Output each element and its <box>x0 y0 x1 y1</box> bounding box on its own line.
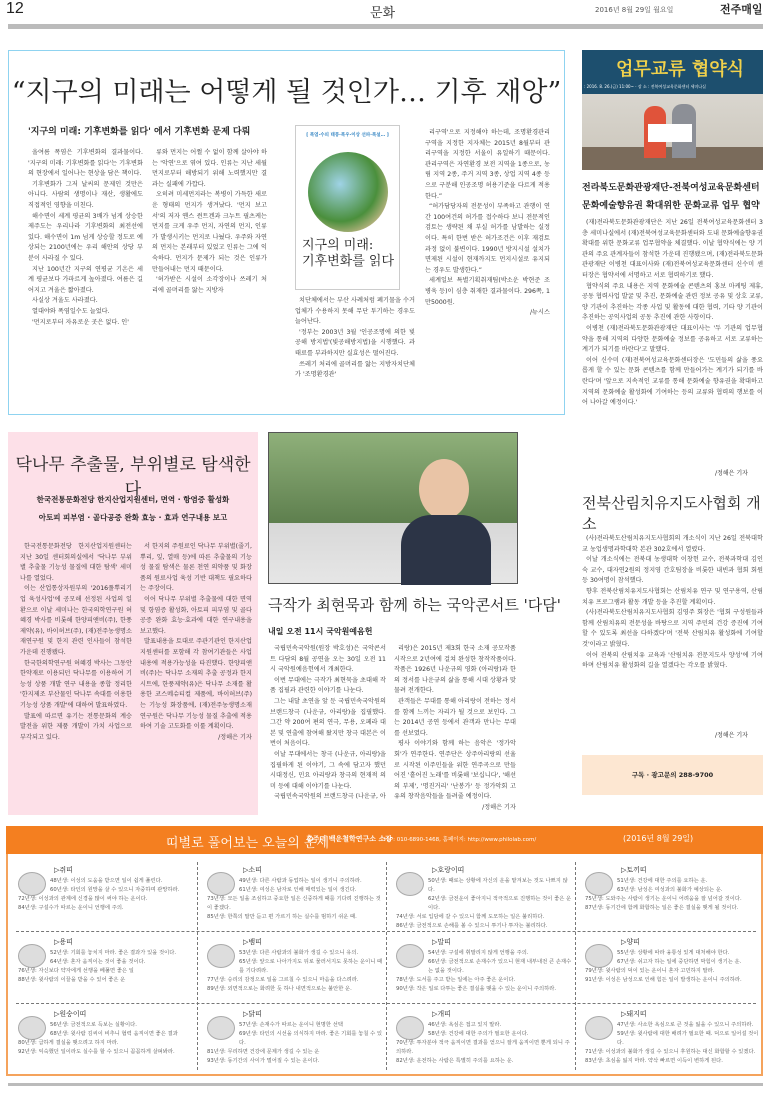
paragraph: 치단체에서는 부산 사례처럼 폐기물을 수거 업체가 수용하지 못해 무단 투기하는 경우도 늘어난다. <box>295 297 415 326</box>
book-title: 지구의 미래: 기후변화를 읽다 <box>302 238 395 269</box>
fortune-sign <box>388 934 577 1008</box>
paper-headline: 닥나무 추출물, 부위별로 탐색한다 <box>15 455 251 500</box>
paragraph: 이어 신수미 (재)전북여성교육문화센터장은 '도민들의 삶을 풍요롭게 할 수 있는 문화 콘텐츠를 함께 만들어가는 계기가 되기를 바란다'며 '앞으로 지속적인 교류를 통해 문화예술 향유권을 확대하고 지역의 문화예술 활성화에 기여하는 등의 교류와 협력의 행보를 이어 나아갈 예정이다.' <box>582 356 763 407</box>
mou-headline-1: 전라북도문화관광재단-전북여성교육문화센터 <box>582 183 760 193</box>
fortune-line: 70년생: 투자분야 적극 움직이면 결과를 얻으니 잘게 움직이면 뿐게 되니 주의하라. <box>396 1040 570 1055</box>
sign-lines <box>585 877 762 913</box>
climate-subtitle: '지구의 미래: 기후변화를 읽다' 에서 기후변화 문제 다뤄 <box>28 127 251 137</box>
paragraph: 오히려 미세먼지라는 복병이 가득한 새로운 형태의 먼지가 생겨났다. '먼지 보고서'의 저자 옌스 쥔트겐과 크누트 필츠케는 먼지를 크게 우주 먼지, 자연의 먼지, 인류가 발생시키는 먼지로 나눴다. 우주와 자연의 먼지는 본래부터 있었고 인류는 그에 익숙하다. 먼지가 문제가 되는 것은 인류가 만들어내는 먼지 때문이다. <box>152 191 267 273</box>
forest-byline: /정해은 기자 <box>715 732 748 739</box>
concert-col-2 <box>394 644 516 814</box>
paragraph: '정부는 2003년 3월 '인공조명에 의한 빛공해 방지법'(빛공해방지법)을 시행했다. 과태료를 부과하지만 실효성은 떨어진다. <box>295 328 415 357</box>
fortune-sign <box>199 934 388 1008</box>
fortune-line: 93년생: 동기간의 사이가 멀어질 수 있는 운이다. <box>207 1058 320 1064</box>
book-tag: [ 폭염·수피 태풍·폭우·이상 선파·폭설… ] <box>306 133 389 138</box>
fortune-line: 89년생: 외면적으로는 화려한 듯 하나 내면적으로는 불안한 운. <box>207 986 352 992</box>
paragraph: 이날 무대에서는 창극 (나운규, 아리랑)을 집필하게 된 이야기, 그 속에 담고자 했던 시대정신, 민요 아리랑과 창극의 현재적 의미 등에 대해 이야기를 나눈다. <box>270 750 386 790</box>
fortune-line: 76년생: 자신보다 약자에게 선행을 베풀면 좋은 일 <box>18 968 134 974</box>
paragraph: (사)전라북도산림치유지도사협회 김영주 회장은 '협회 구성원들과 함께 산림치유의 전문성을 바탕으로 지역 주민의 건강 증진에 기여할 수 있도록 최선을 다하겠다'며 '전북 산림치유 활성화에 기여할 것'이라고 밝혔다. <box>582 609 763 648</box>
mou-headline-2: 문화예술향유권 확대위한 문화교류 업무 협약 <box>582 201 760 211</box>
fortune-line: 73년생: 모든 일을 조심하고 중요한 일은 신중하게 때를 기다려 진행하는 것이 좋겠다. <box>207 896 381 911</box>
sign-name: ▷개띠 <box>432 1010 451 1018</box>
header-rule <box>8 24 763 29</box>
fortune-line: 69년생: 타인의 시선을 의식하지 마라. 좋은 기회를 놓칠 수 있다. <box>239 1031 383 1046</box>
paragraph: /뉴시스 <box>529 309 550 317</box>
sign-name: ▷토끼띠 <box>621 866 647 874</box>
fortune-line: 52년생: 기회를 놓치지 마라. 좋은 결과가 있을 것이다. <box>50 950 177 956</box>
forest-headline: 전북산림치유지도사협회 개소 <box>582 494 761 533</box>
sign-name: ▷소띠 <box>243 866 262 874</box>
fortune-line: 63년생: 남성은 여성과의 불화가 예상되는 운. <box>617 887 723 893</box>
concert-headline: 극작가 최현묵과 함께 하는 국악콘서트 '다담' <box>268 596 561 614</box>
paragraph: 향후 전북산림치유지도사협회는 산림치유 연구 및 연구용역, 산림치유 프로그램과 활동 개발 등을 추진할 계획이다. <box>582 587 763 606</box>
paragraph: 사실상 겨울도 사라졌다. <box>32 297 98 305</box>
paragraph: 올여름 폭염은 기후변화의 결과물이다. '지구의 미래: 기후변화를 읽다'는 기후변화의 현장에서 일어나는 현상을 담은 책이다. <box>28 149 143 178</box>
fortune-line: 50년생: 때로는 상황에 자신의 운을 맡겨보는 것도 나쁘지 않다. <box>428 878 568 893</box>
fortune-line: 77년생: 승리의 감정으로 일을 그르칠 수 있으니 마음을 다스려라. <box>207 977 359 983</box>
grid-divider <box>16 1003 756 1004</box>
sign-lines <box>207 877 384 922</box>
fortune-line: 84년생: 구설수가 따르는 운이니 언행에 주의. <box>18 905 124 911</box>
fortune-line: 60년생: 타인의 원망을 살 수 있으니 자중하며 관망하라. <box>50 887 180 893</box>
fortune-sign <box>199 862 388 936</box>
fortune-line: 81년생: 무리하면 건강에 문제가 생길 수 있는 운 <box>207 1049 320 1055</box>
fortune-line: 80년생: 급하게 결실을 맺으려고 하지 마라. <box>18 1040 119 1046</box>
grid-divider <box>386 862 387 1070</box>
fortune-line: 85년생: 한쪽의 말만 듣고 편 가르기 하는 실수를 범하기 쉬운 때. <box>207 914 357 920</box>
fortune-sign <box>388 862 577 936</box>
paragraph: 그는 내달 초연을 앞 둔 국립민속국악원의 브랜드창극 (나운규, 아리랑)을 집필했다. 그간 약 200여 편의 연극, 무용, 오페라 대본 및 연출에 참여해 왔지만 창극 대본은 이번이 처음이다. <box>270 697 386 748</box>
page-number: 12 <box>6 0 24 17</box>
sign-lines <box>18 949 195 985</box>
fortune-line: 49년생: 다른 사람과 동업하는 일이 생기니 주의하라. <box>239 878 362 884</box>
fortune-sign <box>199 1006 388 1080</box>
sign-lines <box>396 949 573 994</box>
sign-name: ▷뱀띠 <box>243 938 262 946</box>
fortune-line: 65년생: 앞으로 나아가지도 뒤로 물러서지도 못하는 운이니 때를 기다려라. <box>239 959 383 974</box>
sign-name: ▷돼지띠 <box>621 1010 647 1018</box>
sign-name: ▷원숭이띠 <box>54 1010 87 1018</box>
fortune-line: 68년생: 윗사람 김씨이 비추니 협력 움직이면 좋은 결과 <box>50 1031 178 1037</box>
fortune-line: 59년생: 윗사람에 대한 배려가 필요한 때. 덕으로 일어설 것이다. <box>617 1031 759 1046</box>
sign-lines <box>207 1021 384 1066</box>
paragraph: 류와 먼지는 어쩔 수 없이 함께 살아야 하는 '악연'으로 엮여 있다. 인류는 지난 세월 먼지로부터 해방되기 위해 노력했지만 결과는 실패에 가깝다. <box>152 149 267 188</box>
paragraph: 국립민속국악원의 브랜드창극 (나운규, 아 <box>274 793 386 801</box>
sign-lines <box>18 1021 195 1057</box>
paper-subtitle-2: 아토피 피부염 · 골다공증 완화 효능 · 효과 연구내용 보고 <box>38 513 228 522</box>
paragraph: 리랑)은 2015년 제3회 한국 소재 공모작품 시작으로 2년여에 걸쳐 완성한 창작작품이다. 작품은 1926년 나운규의 영화 (아리랑)과 한의 정서를 나운규의 삶을 통해 시대 상황과 맞물려 전개한다. <box>394 645 516 695</box>
climate-col-1 <box>28 148 143 406</box>
paragraph: /정해은 기자 <box>482 803 516 811</box>
paragraph: 서 한지의 주원료인 닥나무 부위별(줄기, 뿌리, 잎, 열매 등)에 따른 추출물의 기능성 물질 탐색은 물론 천연 의약품 및 화장품의 원료사업 육성 기반 대책도 필요하다는 주장이다. <box>140 543 252 593</box>
paragraph: 해수면이 세계 평균의 3배가 넘게 상승한 제주도는 우리나라 기후변화의 최전선에 있다. 해수면이 1m 넘게 상승할 정도로 예상되는 2100년에는 우리 해안의 상당 부분이 사라질 수 있다. <box>28 212 143 262</box>
fortune-line: 47년생: 사소한 욕심으로 큰 것을 잃을 수 있으니 주의하라. <box>617 1022 754 1028</box>
sign-lines <box>585 949 762 985</box>
paragraph: 한국한의학연구원 허혜경 박사는 그동안 한약재로 이용되던 닥나무를 이용하여 기능성 상품 개발 연구 내용을 종합 정리한 '한지제조 부산물인 닥나무 속대를 이용한 기능성 상품 개발'에 대하여 발표하였다. <box>20 659 132 709</box>
fortune-line: 78년생: 도서를 주고 받는 일에는 아주 좋은 운이다. <box>396 977 516 983</box>
grid-divider <box>575 862 576 1070</box>
mou-body <box>582 218 763 450</box>
fortune-line: 87년생: 동기간에 함께 화합하는 일은 좋은 결실을 맺게 될 것이다. <box>585 905 739 911</box>
fortune-line: 75년생: 도와주는 사람이 생기는 운이니 어려움을 잘 넘어갈 것이다. <box>585 896 742 902</box>
paragraph: (재)전라북도문화관광재단은 지난 26일 전북여성교육문화센터 3층 세미나실에서 (재)전북여성교육문화센터와 도내 문화예술향유권 확대를 위한 문화교류 업무협약을 체결했다. 이날 협약식에는 양 기관의 주요 관계자들이 참석한 가운데 진행됐으며, (재)전라북도문화관광재단 이병천 대표이사와 (재)전북여성교육문화센터 신수미 센터장은 협약서에 서명하고 서로 협력하기로 했다. <box>582 219 763 279</box>
paragraph: 이는 산업통상자원부의 '2016풀뿌리기업 육성사업'에 공모해 선정된 사업의 일환으로 이날 세미나는 한국의학연구원 허혜경 박사를 비롯해 한양피앤비(주), 한풍제약(유), 바이허브(주), (재)전주농생명소재연구원 및 한지 관련 인사들이 참석한 가운데 진행됐다. <box>20 585 132 656</box>
paper-subtitle-1: 한국전통문화전당 한지산업지원센터, 면역 · 항염증 활성화 <box>36 495 230 504</box>
sign-name: ▷닭띠 <box>243 1010 262 1018</box>
paragraph: 평사 이야기와 함께 하는 음악은 '정가악회'가 연주한다. 연주단은 상주아리랑의 선율로 시작된 이주민들을 위한 연주곡으로 만들어진 '흩어진 노래'를 비롯해 '보십니다', '해선의 부제', '명진거리' '난봉가' 등 정가악회 고유의 창작음악들을 들려줄 예정이다. <box>394 740 516 801</box>
forest-body <box>582 534 763 730</box>
paragraph: 관객들은 무대를 통해 아리랑이 전하는 정서를 함께 느끼는 자리가 될 것으로 보인다. 그는 2014년 공연 등에서 관객과 만나는 무대를 선보였다. <box>394 697 516 737</box>
fortune-date: (2016년 8월 29일) <box>623 834 694 843</box>
sign-lines <box>396 1021 573 1066</box>
fortune-line: 82년생: 운전하는 사람은 특별히 주의를 요하는 운. <box>396 1058 514 1064</box>
paragraph: 발표에 따르면 유기는 전통문화의 계승 발전을 위한 제품 개발이 가치 사업으로 부각되고 있다. <box>20 712 132 741</box>
paragraph: /정해은 기자 <box>218 733 252 741</box>
playwright-photo <box>268 432 518 584</box>
fortune-sign <box>577 934 766 1008</box>
fortune-contact: H.P: 010-6890-1468, 홈페이지: http://www.philolab.com/ <box>384 837 537 843</box>
paragraph: '허가받은 시설이 소각장이나 쓰레기 처리에 골머리를 앓는 지방자 <box>152 276 267 294</box>
paragraph: 이어 전북의 산림치유 교육과 '산림치유 전문지도사 양성'에 기여하며 산림치유 활성화의 길을 열겠다는 각오를 밝혔다. <box>582 651 763 670</box>
fortune-line: 79년생: 윗사람의 덕이 있는 운이니 혼자 고민하지 말라. <box>585 968 715 974</box>
fortune-header <box>6 826 763 854</box>
fortune-line: 92년생: 익숙했던 일이라도 실수를 할 수 있으니 꼼꼼하게 살펴봐라. <box>18 1049 175 1055</box>
sign-name: ▷양띠 <box>621 938 640 946</box>
fortune-sign <box>10 862 199 936</box>
paragraph: 이병천 (재)전라북도문화관광재단 대표이사는 '두 기관의 업무협약을 통해 지역의 다양한 문화예술 정보를 공유하고 서로 교류하는 계기가 되기를 바란다'고 말했다. <box>582 324 763 354</box>
sign-name: ▷쥐띠 <box>54 866 73 874</box>
fortune-sign <box>10 934 199 1008</box>
fortune-line: 61년생: 여성은 남자로 인해 매력있는 일이 생긴다. <box>239 887 357 893</box>
climate-col-4 <box>425 128 550 406</box>
fortune-sign <box>577 1006 766 1080</box>
fortune-line: 48년생: 이성의 도움을 받으면 일이 쉽게 풀린다. <box>50 878 163 884</box>
concert-subtitle: 내일 오전 11시 국악원예음헌 <box>268 627 373 636</box>
issue-date: 2016년 8월 29일 월요일 <box>595 6 674 14</box>
fortune-line: 88년생: 윗사람의 이끌을 받을 수 있어 좋은 운 <box>18 977 126 983</box>
paragraph: 세계일보 특별기획취재팀(박소운 박현준 조병욱 등)이 심층 취재한 결과물이다. 296쪽, 1만5000원. <box>425 277 550 306</box>
paragraph: 이날 개소식에는 전북대 농생대학 이창헌 교수, 전북과학대 김인숙 교수, 대자연2원의 정지영 간호팀장을 비롯한 내빈과 협회 회원 등 30여명이 참석했다. <box>582 556 763 585</box>
paragraph: 기후변화가 그저 날씨의 문제인 것만은 아니다. 사람의 생명이나 재산, 생활에도 직접적인 영향을 미친다. <box>28 180 143 209</box>
fortune-line: 91년생: 이성은 남성으로 인해 힘든 일이 발생하는 운이니 주의하라. <box>585 977 742 983</box>
fortune-line: 83년생: 초심을 잃지 마라. 약삭 빠르면 이득이 변하게 된다. <box>585 1058 723 1064</box>
fortune-line: 66년생: 금전적으로 손재수가 있으니 현재 내부내전 큰 손재수는 없을 것이다. <box>428 959 572 974</box>
paragraph: 한국전통문화전당 한지산업지원센터는 지난 30일 센터회의실에서 '닥나무 부위별 추출물 기능성 물질에 대한 탐색' 세미나를 열었다. <box>20 543 132 582</box>
fortune-line: 58년생: 건강에 대한 주의가 필요한 운이다. <box>428 1031 529 1037</box>
fortune-line: 54년생: 구설에 휘말리지 않게 언행을 주의. <box>428 950 529 956</box>
fortune-line: 86년생: 금전적으로 손해를 볼 수 있으니 투기나 투자는 불리하다. <box>396 923 548 929</box>
paragraph: 지난 100년간 지구의 연평균 기온은 세계 평균보다 가파르게 높아졌다. 여름은 길어지고 겨울은 짧아졌다. <box>28 265 143 294</box>
fortune-line: 90년생: 작은 일로 다투는 좋은 결실을 맺을 수 있는 운이니 주의하라. <box>396 986 557 992</box>
paragraph: 이번 무대에는 극작가 최현묵을 초대해 작품 집필과 관련한 이야기를 나눈다. <box>270 676 386 695</box>
grid-divider <box>197 862 198 1070</box>
fortune-line: 56년생: 금전적으로 득보는 실황이다. <box>50 1022 137 1028</box>
fortune-line: 53년생: 다른 사람과의 불화가 생길 수 있으니 유의. <box>239 950 359 956</box>
paragraph: 리구역'으로 지정해야 하는데, 조명환경관리구역을 지정한 지자체는 2015년 8월부터 관리구역을 지정한 서울이 유일하기 때문이다. 관리구역은 자연환경 보전 지역을 1종으로, 농림 지역 2종, 주거 지역 3종, 상업 지역 4종 등으로 구분해 인공조명 허용기준을 다르게 적용한다.” <box>425 129 550 200</box>
fortune-line: 51년생: 건강에 대한 주의를 요하는 운. <box>617 878 708 884</box>
paper-col-1 <box>20 542 132 810</box>
mou-banner-info: : 2016. 8. 26.(금) 11:00~ · 장 소 : 전북여성교육문화센터 세미나실 <box>584 84 706 89</box>
paper-col-2 <box>140 542 252 810</box>
fortune-line: 55년생: 상황에 따라 융통성 있게 대처해야 한다. <box>617 950 730 956</box>
sign-lines <box>585 1021 762 1066</box>
paper-name: 전주매일 <box>720 3 763 16</box>
concert-col-1 <box>270 644 386 814</box>
fortune-title: 띠별로 풀어보는 오늘의 운세 <box>166 836 330 851</box>
sign-lines <box>207 949 384 994</box>
section-name: 문화 <box>370 6 396 21</box>
subscription-ad: 구독 · 광고문의 288-9700 <box>582 755 763 795</box>
climate-col-2 <box>152 148 267 406</box>
sign-name: ▷말띠 <box>432 938 451 946</box>
book-cover <box>295 125 400 290</box>
fortune-line: 67년생: 쉬고자 하는 일에 중단하면 막힘이 생기는 운. <box>617 959 742 965</box>
mou-banner-title: 업무교류 협약식 <box>616 59 744 80</box>
sign-name: ▷호랑이띠 <box>432 866 465 874</box>
fortune-sign <box>10 1006 199 1080</box>
sign-name: ▷용띠 <box>54 938 73 946</box>
fortune-line: 72년생: 이성과의 관계에 신경을 많이 써야 하는 운이다. <box>18 896 148 902</box>
mou-banner <box>582 50 763 170</box>
paragraph: 협약식의 주요 내용은 지역 문화예술 콘텐츠의 홍보 마케팅 제휴, 공동 협력사업 발굴 및 추진, 문화예술 관련 정보 공유 및 상호 교류, 양 기관이 추진하는 각종 사업 및 활동에 대한 협력, 기타 양 기관이 추진하는 공익사업의 공동 추진에 관한 사항이다. <box>582 282 763 322</box>
paragraph: 이어 닥나무 부위별 추출물에 대한 면역 및 항염증 활성화, 아토피 피부염 및 골다공증 완화 효능·효과에 대한 연구내용을 보고했다. <box>140 595 252 635</box>
fortune-line: 74년생: 서로 입담에 갈 수 있으니 함께 도모하는 일은 불리하다. <box>396 914 545 920</box>
fortune-line: 71년생: 이성과의 불화가 생길 수 있으니 후원하는 대신 화합할 수 있겠다. <box>585 1049 756 1055</box>
mou-photo <box>582 94 763 170</box>
fortune-sign <box>388 1006 577 1080</box>
fortune-line: 57년생: 손재수가 따르는 운이니 현명한 선택 <box>239 1022 343 1028</box>
paragraph: (사)전라북도산림치유지도사협회의 개소식이 지난 26일 전북대학교 농업생명과학대학 본관 302호에서 열렸다. <box>582 535 763 553</box>
fortune-line: 62년생: 금전운이 좋아지니 적극적으로 진행하는 것이 좋은 운이다. <box>428 896 572 911</box>
climate-headline: “지구의 미래는 어떻게 될 것인가… 기후 재앙” <box>11 77 562 108</box>
fortune-author: 홍주미 백운철학연구소 소장 <box>306 835 393 843</box>
globe-image <box>308 152 388 232</box>
fortune-line: 46년생: 욕심은 접고 있지 말라. <box>428 1022 502 1028</box>
mou-byline: /정해은 기자 <box>715 470 748 477</box>
paragraph: 열대야와 폭염일수도 늘었다. <box>32 307 110 315</box>
paragraph: 발표내용을 토대로 주관기관인 한지산업지원센터를 포함해 각 참여기관들은 사업내용에 적용가능성을 타진했다. 한양피앤비(주)는 닥나무 소재의 추출 공정과 한지 시트에, 한풍제약(유)은 닥나무 소재를 활용한 코스메슈티컬 제품에, 바이허브(주)는 기능성 화장품에, (재)전주농생명소재연구원은 닥나무 기능성 물질 추출에 적용하여 기술 고도화를 이룰 계획이다. <box>140 638 252 731</box>
fortune-line: 64년생: 혼자 움직이는 것이 좋을 것이다. <box>50 959 146 965</box>
paragraph: 쓰레기 처리에 골머리를 앓는 지방자치단체가 '조명환경관' <box>295 360 415 379</box>
paragraph: 국립민속국악원(원장 박호성)은 국악콘서트 다담의 8월 공연을 오는 30일 오전 11시 국악원예음헌에서 개최한다. <box>270 645 386 674</box>
fortune-sign <box>577 862 766 936</box>
paragraph: '먼지로부터 자유로운 곳은 없다. 인' <box>32 318 129 326</box>
sign-lines <box>396 877 573 931</box>
climate-col-3 <box>295 296 415 406</box>
grid-divider <box>16 931 756 932</box>
sign-lines <box>18 877 195 913</box>
paragraph: “허가담당자의 전문성이 부족하고 관행이 연간 100여건의 허가를 접수하다 보니 전문적인 검토는 생략된 채 부실 허가를 남발하는 실정이다. 특히 한번 받은 허가조건은 이후 재검토 과정 없이 불변이다. 1990년 방지시설 설치가 면제된 시설이 현재까지도 먼지시설로 유지되는 경우도 발생한다.” <box>425 203 550 274</box>
footer-rule <box>8 1083 763 1086</box>
